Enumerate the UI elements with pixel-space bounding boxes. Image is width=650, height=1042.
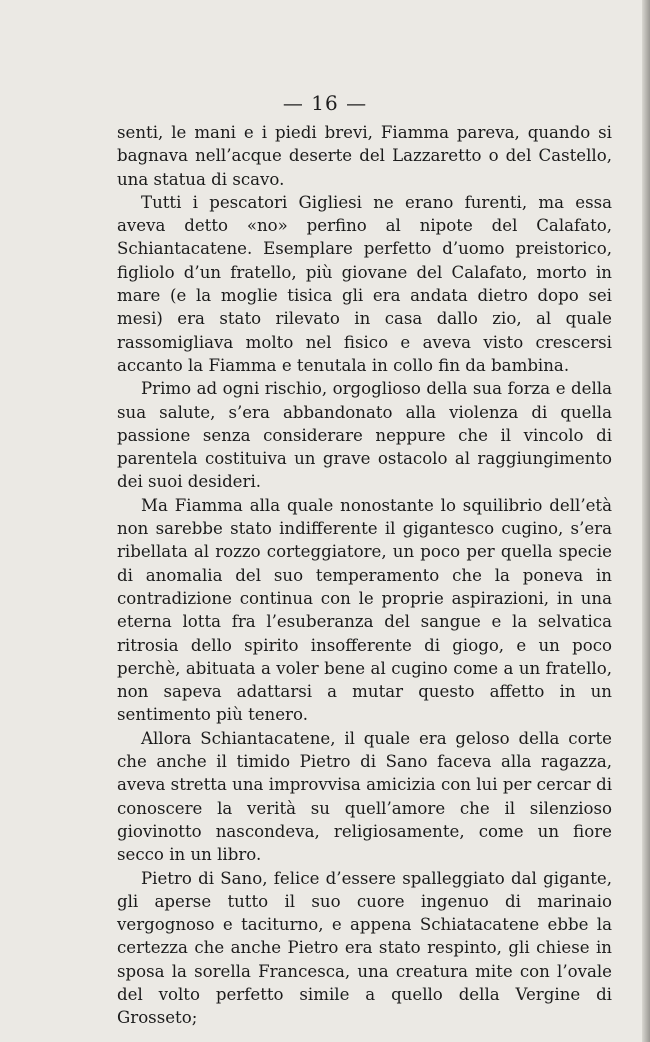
paragraph: Ma Fiamma alla quale nonostante lo squilibrio dell’età non sarebbe stato indifferente il gigantesco cugino, s’era ribellata al rozzo corteggiatore, un poco per quella specie di anomalia del suo temperamento che la poneva in contradizione continua con le proprie aspirazioni, in una eterna lotta fra l’esuberanza del sangue e la selvatica ritrosia dello spirito insofferente di giogo, e un poco perchè, abituata a voler bene al cugino come a un fratello, non sapeva adattarsi a mutar questo affetto in un sentimento più tenero. — [117, 495, 612, 725]
body-text — [117, 121, 612, 1030]
paragraph: Primo ad ogni rischio, orgoglioso della sua forza e della sua salute, s’era abbandonato alla violenza di quella passione senza considerare neppure che il vincolo di parentela costituiva un grave ostacolo al raggiungimento dei suoi desideri. — [117, 379, 612, 492]
paragraph: Pietro di Sano, felice d’essere spalleggiato dal gigante, gli aperse tutto il suo cuore ingenuo di marinaio vergognoso e taciturno, e appena Schiatacatene ebbe la certezza che anche Pietro era stato respinto, gli chiese in sposa la sorella Francesca, una creatura mite con l’ovale del volto perfetto simile a quello della Vergine di Grosseto; — [117, 868, 612, 1028]
page-edge-shadow — [642, 0, 650, 1042]
page-number: — 16 — — [282, 91, 368, 115]
paragraph: Allora Schiantacatene, il quale era geloso della corte che anche il timido Pietro di Sano faceva alla ragazza, aveva stretta una improvvisa amicizia con lui per cercar di conoscere la verità su quell’amore che il silenzioso giovinotto nascondeva, religiosamente, come un fiore secco in un libro. — [117, 728, 612, 865]
paragraph-continued: senti, le mani e i piedi brevi, Fiamma pareva, quando si bagnava nell’acque deserte del Lazzaretto o del Castello, una statua di scavo. — [117, 123, 612, 189]
paragraph: Tutti i pescatori Gigliesi ne erano furenti, ma essa aveva detto «no» perfino al nipote del Calafato, Schiantacatene. Esemplare perfetto d’uomo preistorico, figliolo d’un fratello, più giovane del Calafato, morto in mare (e la moglie tisica gli era andata dietro dopo sei mesi) era stato rilevato in casa dallo zio, al quale rassomigliava molto nel fisico e aveva visto crescersi accanto la Fiamma e tenutala in collo fin da bambina. — [117, 192, 612, 375]
